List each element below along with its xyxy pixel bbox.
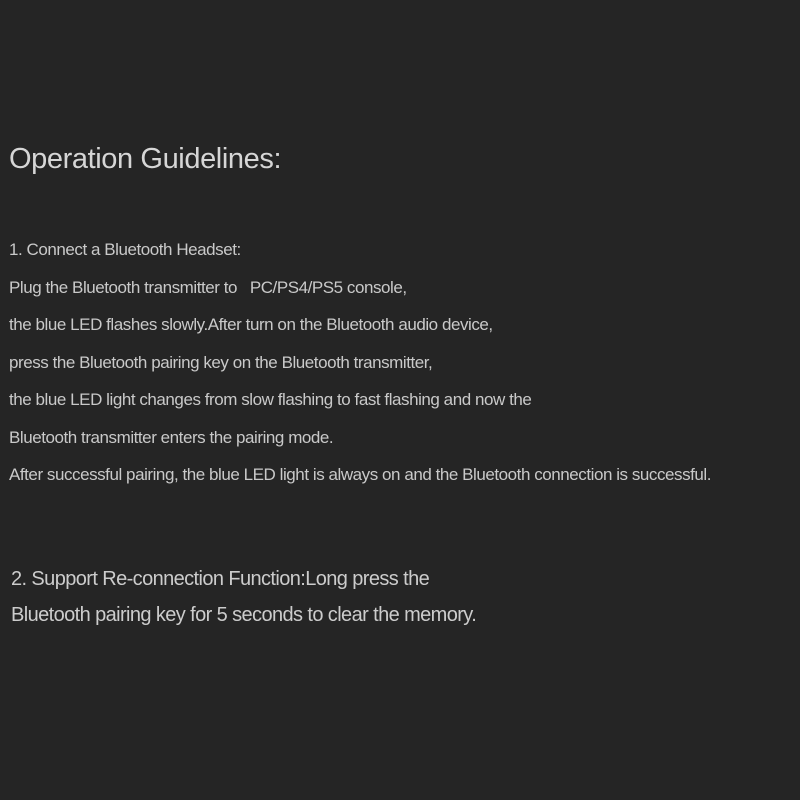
instruction-line: After successful pairing, the blue LED light is always on and the Bluetooth connection is successful. xyxy=(9,465,712,484)
instruction-line: Bluetooth pairing key for 5 seconds to clear the memory. xyxy=(11,604,477,626)
instruction-line: 2. Support Re-connection Function:Long press the xyxy=(11,568,430,590)
instruction-line: press the Bluetooth pairing key on the Bluetooth transmitter, xyxy=(9,352,433,372)
page-title: Operation Guidelines: xyxy=(9,143,282,175)
instruction-line: the blue LED light changes from slow flashing to fast flashing and now the xyxy=(9,390,532,409)
instruction-line: Bluetooth transmitter enters the pairing mode. xyxy=(9,427,334,447)
instruction-line: 1. Connect a Bluetooth Headset: xyxy=(9,240,241,259)
section-reconnection-function xyxy=(11,561,476,633)
instruction-line: the blue LED flashes slowly.After turn on the Bluetooth audio device, xyxy=(9,315,493,334)
section-connect-bluetooth-headset xyxy=(9,231,711,494)
instruction-line: Plug the Bluetooth transmitter to PC/PS4/PS5 console, xyxy=(9,277,407,297)
